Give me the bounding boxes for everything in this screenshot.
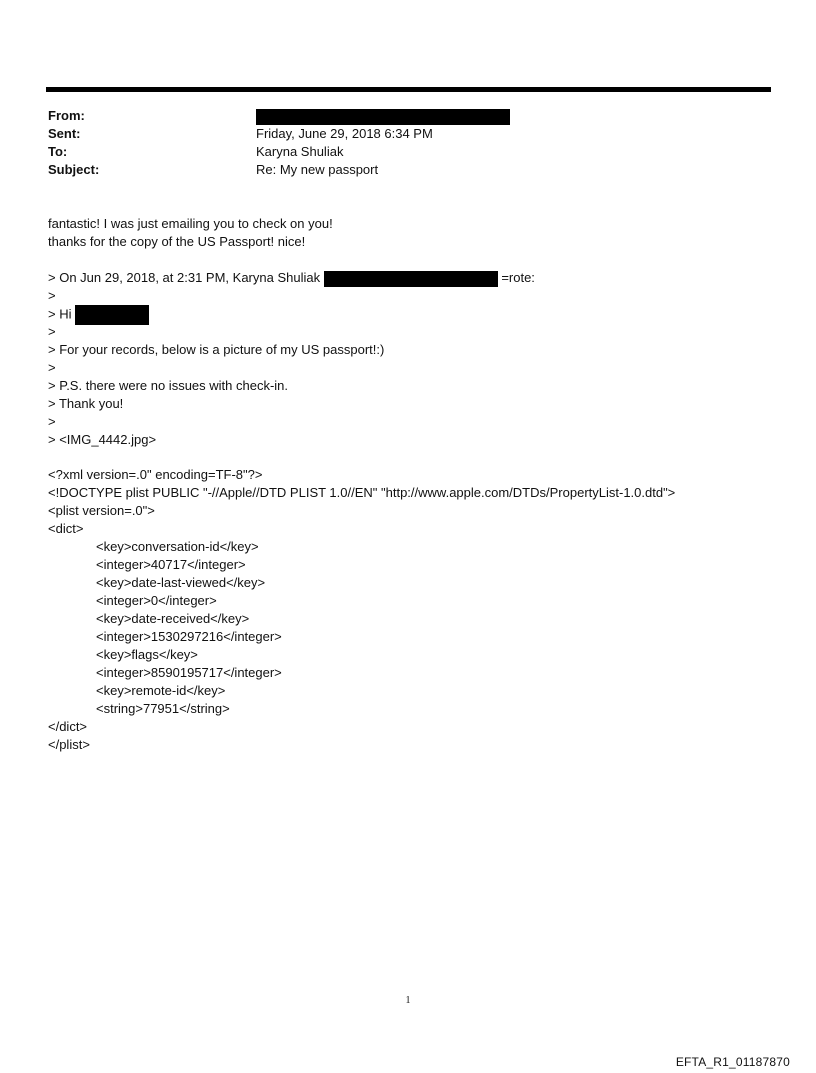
quoted-line: > For your records, below is a picture of my US passport!:) <box>48 342 385 357</box>
quoted-intro-suffix: =rote: <box>497 270 535 285</box>
page-number: 1 <box>405 995 411 1006</box>
plist-entry: <key>date-last-viewed</key> <box>96 575 266 590</box>
body-line: fantastic! I was just emailing you to check on you! <box>48 216 333 231</box>
quoted-line: > Thank you! <box>48 396 124 411</box>
subject-label: Subject: <box>48 162 100 177</box>
redaction-block <box>324 271 498 287</box>
sent-label: Sent: <box>48 126 81 141</box>
plist-dict-open: <dict> <box>48 521 84 536</box>
plist-entry: <string>77951</string> <box>96 701 230 716</box>
from-value <box>256 107 510 125</box>
plist-xml-declaration: <?xml version=.0" encoding=TF-8"?> <box>48 467 263 482</box>
quoted-line: > <box>48 324 56 339</box>
quoted-line: > <box>48 414 56 429</box>
to-value: Karyna Shuliak <box>256 144 344 159</box>
plist-entry: <key>flags</key> <box>96 647 198 662</box>
quoted-greeting <box>48 305 149 323</box>
to-label: To: <box>48 144 68 159</box>
quoted-intro-prefix: > On Jun 29, 2018, at 2:31 PM, Karyna Shuliak <box>48 270 324 285</box>
plist-entry: <key>date-received</key> <box>96 611 250 626</box>
plist-entry: <key>conversation-id</key> <box>96 539 259 554</box>
from-label: From: <box>48 108 85 123</box>
redaction-block <box>256 109 510 125</box>
subject-value: Re: My new passport <box>256 162 379 177</box>
header-rule <box>46 87 771 92</box>
quoted-line: > <box>48 360 56 375</box>
plist-close: </plist> <box>48 737 90 752</box>
quoted-line: > <box>48 288 56 303</box>
sent-value: Friday, June 29, 2018 6:34 PM <box>256 126 433 141</box>
plist-entry: <integer>1530297216</integer> <box>96 629 282 644</box>
body-line: thanks for the copy of the US Passport! nice! <box>48 234 306 249</box>
plist-open: <plist version=.0"> <box>48 503 155 518</box>
quoted-attachment: > <IMG_4442.jpg> <box>48 432 157 447</box>
plist-entry: <integer>0</integer> <box>96 593 217 608</box>
plist-entry: <integer>8590195717</integer> <box>96 665 282 680</box>
plist-entry: <key>remote-id</key> <box>96 683 226 698</box>
quoted-line: > P.S. there were no issues with check-in. <box>48 378 289 393</box>
quoted-greeting-text: > Hi <box>48 306 76 322</box>
plist-dict-close: </dict> <box>48 719 88 734</box>
quoted-intro <box>48 269 535 287</box>
plist-entry: <integer>40717</integer> <box>96 557 246 572</box>
bates-number: EFTA_R1_01187870 <box>675 1055 790 1069</box>
plist-doctype: <!DOCTYPE plist PUBLIC "-//Apple//DTD PLIST 1.0//EN" "http://www.apple.com/DTDs/PropertyList-1.0.dtd"> <box>48 485 676 500</box>
redaction-block <box>75 305 149 325</box>
